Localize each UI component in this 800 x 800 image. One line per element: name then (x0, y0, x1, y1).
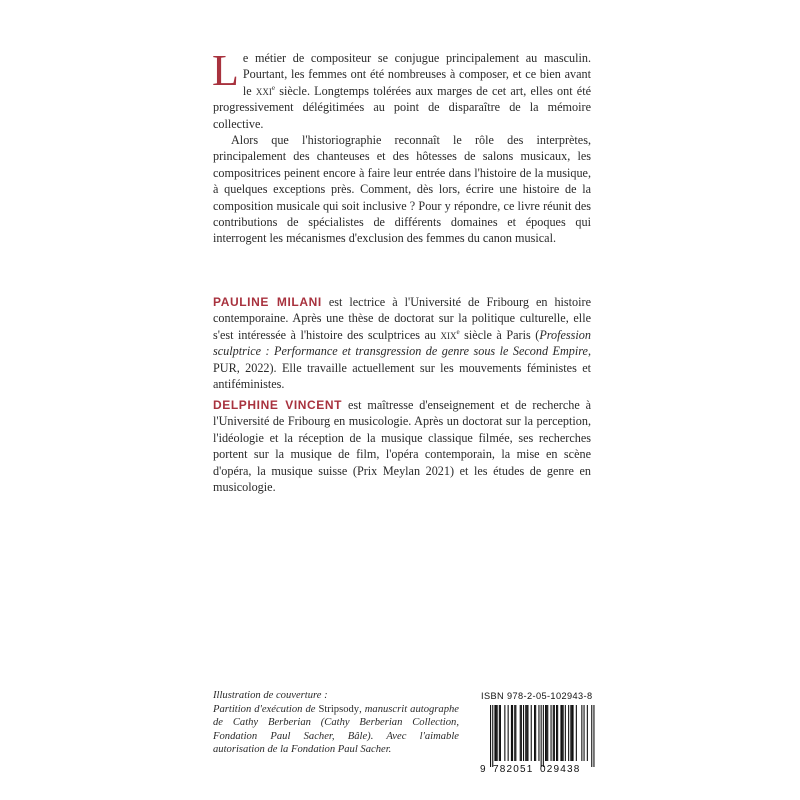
century-numeral: xxi (255, 83, 272, 98)
bio1-century-numeral: xix (440, 327, 457, 342)
barcode-bar (500, 705, 501, 761)
barcode-bar (515, 705, 516, 761)
barcode-bar (521, 705, 522, 761)
author-bio-vincent (213, 397, 591, 495)
barcode-bar (560, 705, 561, 761)
barcode (478, 691, 596, 774)
barcode-bar (573, 705, 574, 761)
barcode-bar (490, 705, 491, 767)
barcode-bar (570, 705, 571, 761)
barcode-bar (553, 705, 554, 761)
book-title: Profession sculptrice : Performance et transgression de genre sous le Second Empire (213, 327, 591, 359)
author-bio-milani (213, 294, 591, 392)
bio1-part-c: , PUR, 2022). Elle travaille actuellement sur les mouvements féministes et antiféministes. (213, 344, 591, 392)
cover-credits (213, 689, 459, 757)
isbn-label: ISBN 978-2-05-102943-8 (481, 691, 593, 701)
barcode-bar (494, 705, 495, 761)
barcode-bar (514, 705, 515, 761)
barcode-bar (512, 705, 513, 761)
barcode-bar (546, 705, 547, 761)
intro-text (212, 46, 591, 247)
bio1-century-suffix: e (456, 327, 460, 336)
barcode-bar (523, 705, 524, 761)
credits-work-title: Stripsody (318, 703, 360, 715)
barcode-bar (527, 705, 528, 761)
credits-heading: Illustration de couverture : (213, 690, 328, 701)
barcode-bar (576, 705, 577, 761)
bio2-text: est maîtresse d'enseignement et de recherche à l'Université de Fribourg en musicologie. Après un doctorat sur la perception, l'idéologie et la réception de la musique classique filmée, ses recherches portent sur la musique de film, l'opéra contemporain, la mise en scène d'opéra, la musique suisse (Prix Meylan 2021) et les études de genre en musicologie. (213, 398, 592, 495)
barcode-bar (547, 705, 548, 761)
barcode-bar (565, 705, 566, 761)
barcode-bar (535, 705, 536, 761)
barcode-bar (584, 705, 585, 761)
bio1-part-a: est lectrice à l'Université de Fribourg en histoire contemporaine. Après une thèse de doctorat sur la politique culturelle, elle s'est intéressée à l'histoire des sculptrices au (213, 295, 592, 342)
barcode-bar (504, 705, 505, 761)
barcode-left-digits: 782051 (493, 764, 534, 774)
barcode-bar (541, 705, 542, 767)
drop-cap: L (212, 46, 239, 95)
barcode-bar (562, 705, 563, 761)
barcode-bar (581, 705, 582, 761)
barcode-bar (568, 705, 569, 761)
barcode-bar (492, 705, 493, 767)
barcode-bar (499, 705, 500, 761)
bio1-part-b: siècle à Paris ( (459, 327, 540, 342)
intro-paragraph-1 (212, 46, 591, 132)
barcode-bar (525, 705, 526, 761)
barcode-bar (557, 705, 558, 761)
credits-part-a: Partition d'exécution de (213, 703, 319, 715)
barcode-bar (554, 705, 555, 761)
barcode-bar (587, 705, 588, 761)
credits-part-b: , manuscrit autographe de Cathy Berberian (Cathy Berberian Collection, Fondation Paul Sacher, Bâle). Avec l'aimable autorisation de la Fondation Paul Sacher. (213, 703, 459, 756)
author-name-milani: PAULINE MILANI (213, 295, 322, 309)
barcode-bar (511, 705, 512, 761)
intro-p1-part-a: e métier de compositeur se conjugue principalement au masculin. Pourtant, les femmes ont été nombreuses à composer, et ce bien avant le (242, 51, 591, 98)
intro-paragraph-2: Alors que l'historiographie reconnaît le rôle des interprètes, principalement des chanteuses et des hôtesses de salons musicaux, les compositrices peinent encore à faire leur entrée dans l'histoire de la musique, à quelques exceptions près. Comment, dès lors, écrire une histoire de la composition musicale qui soit inclusive ? Pour y répondre, ce livre réunit des contributions de spécialistes de différents domaines et époques qui interrogent les mécanismes d'exclusion des femmes du canon musical. (213, 133, 591, 246)
barcode-bar (538, 705, 539, 761)
barcode-bar (563, 705, 564, 761)
barcode-bar (497, 705, 498, 761)
barcode-bar (591, 705, 592, 767)
barcode-bar (543, 705, 544, 767)
barcode-first-digit: 9 (480, 764, 486, 774)
barcode-bar (545, 705, 546, 761)
barcode-bar (496, 705, 497, 761)
barcode-right-digits: 029438 (540, 764, 581, 774)
isbn-barcode-block (478, 691, 596, 774)
barcode-bar (520, 705, 521, 761)
barcode-bar (551, 705, 552, 761)
barcode-bar (526, 705, 527, 761)
century-suffix: e (271, 83, 275, 92)
intro-p1-part-b: siècle. Longtemps tolérées aux marges de cet art, elles ont été progressivement délégitimées au point de disparaître de la mémoire collective. (213, 83, 591, 131)
barcode-bar (593, 705, 594, 767)
author-name-vincent: DELPHINE VINCENT (213, 398, 343, 412)
barcode-bar (508, 705, 509, 761)
barcode-bar (571, 705, 572, 761)
barcode-bar (531, 705, 532, 761)
barcode-bar (556, 705, 557, 761)
barcode-bar (534, 705, 535, 761)
